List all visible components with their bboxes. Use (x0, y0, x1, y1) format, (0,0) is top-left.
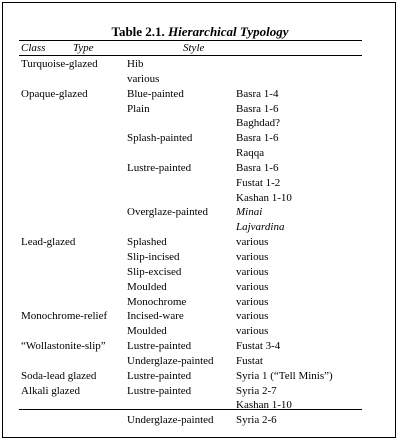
type-cell: Slip-incised (127, 250, 180, 263)
style-cell: various (236, 280, 269, 293)
type-cell: Slip-excised (127, 265, 182, 278)
style-cell: Basra 1-4 (236, 87, 279, 100)
type-cell: Plain (127, 102, 150, 115)
style-cell: Baghdad? (236, 117, 280, 130)
class-cell: Alkali glazed (21, 384, 80, 397)
top-rule (19, 40, 362, 41)
style-cell: Kashan 1-10 (236, 191, 292, 204)
table-row (0, 339, 400, 354)
type-cell: Lustre-painted (127, 161, 192, 174)
style-cell: various (236, 325, 269, 338)
table-row (0, 116, 400, 131)
bottom-rule (19, 409, 362, 410)
table-row (0, 87, 400, 102)
type-cell: Underglaze-painted (127, 414, 214, 427)
style-cell: various (236, 250, 269, 263)
style-cell: Minai (236, 206, 263, 219)
header-rule (19, 55, 362, 56)
table-row (0, 354, 400, 369)
style-cell: Fustat 1-2 (236, 176, 281, 189)
style-cell: Fustat 3-4 (236, 340, 281, 353)
style-cell: Kashan 1-10 (236, 399, 292, 412)
header-style: Style (183, 42, 205, 54)
type-cell: various (127, 72, 160, 85)
class-cell: Soda-lead glazed (21, 369, 97, 382)
style-cell: various (236, 265, 269, 278)
style-cell: various (236, 236, 269, 249)
header-class: Class (21, 42, 46, 54)
table-row (0, 176, 400, 191)
table-row (0, 280, 400, 295)
table-label: Table 2.1. (111, 24, 165, 39)
table-row (0, 205, 400, 220)
table-row (0, 398, 400, 413)
class-cell: Lead-glazed (21, 236, 76, 249)
table-row (0, 324, 400, 339)
table-row (0, 102, 400, 117)
table-body (0, 57, 400, 428)
type-cell: Overglaze-painted (127, 206, 209, 219)
type-cell: Blue-painted (127, 87, 184, 100)
table-row (0, 191, 400, 206)
table-name: Hierarchical Typology (168, 24, 289, 39)
style-cell: Fustat (236, 354, 263, 367)
type-cell: Lustre-painted (127, 369, 192, 382)
table-row (0, 220, 400, 235)
table-title (0, 24, 400, 40)
type-cell: Splashed (127, 236, 167, 249)
table-row (0, 161, 400, 176)
class-cell: Monochrome-relief (21, 310, 108, 323)
table-row (0, 146, 400, 161)
table-row (0, 235, 400, 250)
style-cell: Syria 1 (“Tell Minis”) (236, 369, 333, 382)
type-cell: Underglaze-painted (127, 354, 214, 367)
table-row (0, 295, 400, 310)
header-type: Type (73, 42, 94, 54)
table-row (0, 369, 400, 384)
style-cell: Syria 2-7 (236, 384, 277, 397)
table-row (0, 265, 400, 280)
style-cell: various (236, 310, 269, 323)
style-cell: Basra 1-6 (236, 161, 279, 174)
type-cell: Lustre-painted (127, 340, 192, 353)
type-cell: Hib (127, 58, 144, 70)
type-cell: Moulded (127, 325, 167, 338)
table-row (0, 57, 400, 72)
class-cell: “Wollastonite-slip” (21, 340, 106, 353)
type-cell: Monochrome (127, 295, 187, 308)
class-cell: Turquoise-glazed (21, 58, 98, 70)
style-cell: Basra 1-6 (236, 102, 279, 115)
table-row (0, 309, 400, 324)
table-row (0, 131, 400, 146)
style-cell: Raqqa (236, 147, 265, 160)
table-row (0, 413, 400, 428)
style-cell: various (236, 295, 269, 308)
type-cell: Lustre-painted (127, 384, 192, 397)
style-cell: Syria 2-6 (236, 414, 277, 427)
class-cell: Opaque-glazed (21, 87, 88, 100)
type-cell: Moulded (127, 280, 167, 293)
type-cell: Incised-ware (127, 310, 184, 323)
type-cell: Splash-painted (127, 132, 193, 145)
table-row (0, 72, 400, 87)
table-row (0, 250, 400, 265)
style-cell: Basra 1-6 (236, 132, 279, 145)
table-row (0, 384, 400, 399)
style-cell: Lajvardina (236, 221, 285, 234)
